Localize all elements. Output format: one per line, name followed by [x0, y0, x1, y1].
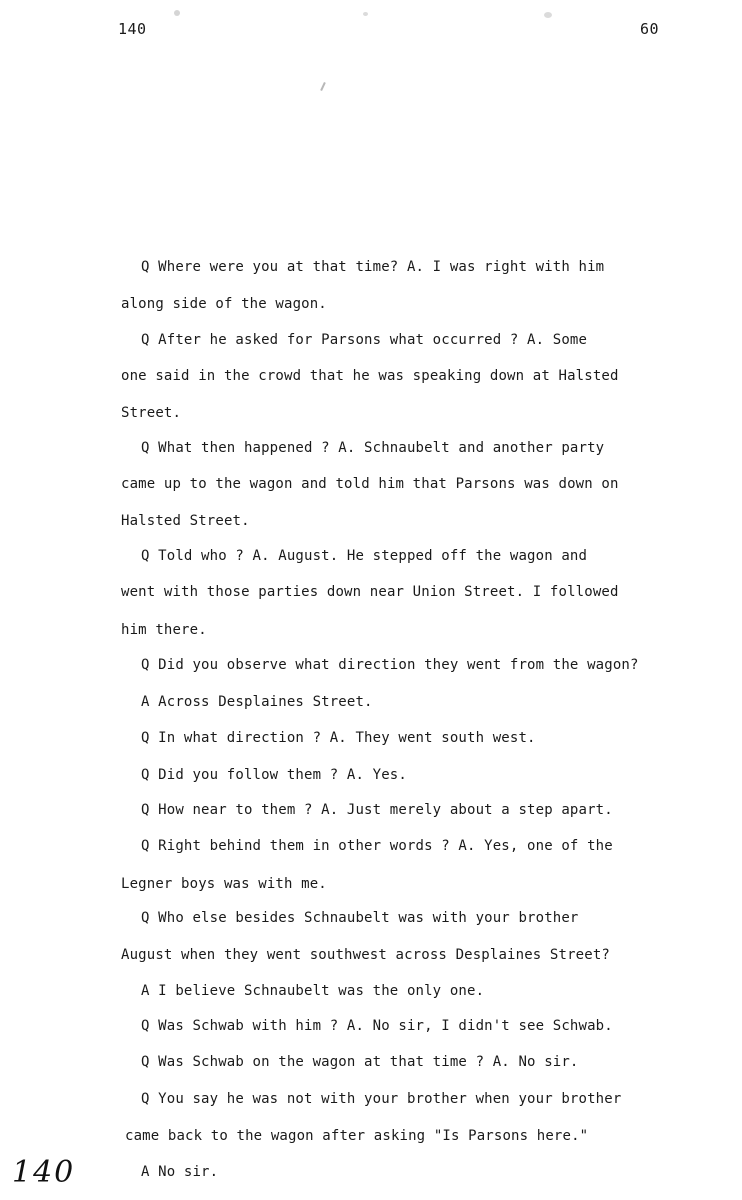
transcript-line: A No sir. [141, 1164, 219, 1180]
transcript-line: Q Where were you at that time? A. I was right with him [141, 259, 605, 275]
transcript-line: Q How near to them ? A. Just merely about a step apart. [141, 802, 613, 818]
transcript-line: Q Did you observe what direction they went from the wagon? [141, 657, 639, 673]
transcript-line: one said in the crowd that he was speaking down at Halsted [121, 368, 619, 384]
transcript-line: A I believe Schnaubelt was the only one. [141, 983, 485, 999]
page-number-right: 60 [640, 20, 660, 38]
transcript-line: Halsted Street. [121, 513, 250, 529]
transcript-line: Legner boys was with me. [121, 876, 327, 892]
scan-speck [544, 12, 552, 18]
scan-speck [363, 12, 368, 16]
page-number-left: 140 [118, 20, 147, 38]
transcript-line: Q In what direction ? A. They went south west. [141, 730, 536, 746]
transcript-line: went with those parties down near Union Street. I followed [121, 584, 619, 600]
transcript-line: A Across Desplaines Street. [141, 694, 373, 710]
transcript-line: him there. [121, 622, 207, 638]
handwritten-page-number: 140 [12, 1155, 76, 1190]
transcript-line: along side of the wagon. [121, 296, 327, 312]
scan-speck [174, 10, 180, 16]
transcript-line: August when they went southwest across Desplaines Street? [121, 947, 610, 963]
transcript-line: Q Who else besides Schnaubelt was with your brother [141, 910, 579, 926]
transcript-line: Q What then happened ? A. Schnaubelt and another party [141, 440, 605, 456]
scan-mark [320, 82, 326, 91]
transcript-line: Q Was Schwab on the wagon at that time ? A. No sir. [141, 1054, 579, 1070]
transcript-line: came up to the wagon and told him that Parsons was down on [121, 476, 619, 492]
transcript-line: Q You say he was not with your brother when your brother [141, 1091, 622, 1107]
transcript-line: came back to the wagon after asking "Is Parsons here." [125, 1128, 589, 1144]
transcript-line: Q Was Schwab with him ? A. No sir, I didn't see Schwab. [141, 1018, 613, 1034]
transcript-line: Q Right behind them in other words ? A. Yes, one of the [141, 838, 613, 854]
transcript-line: Q Told who ? A. August. He stepped off the wagon and [141, 548, 588, 564]
transcript-line: Q Did you follow them ? A. Yes. [141, 767, 407, 783]
transcript-line: Q After he asked for Parsons what occurred ? A. Some [141, 332, 588, 348]
transcript-line: Street. [121, 405, 182, 421]
